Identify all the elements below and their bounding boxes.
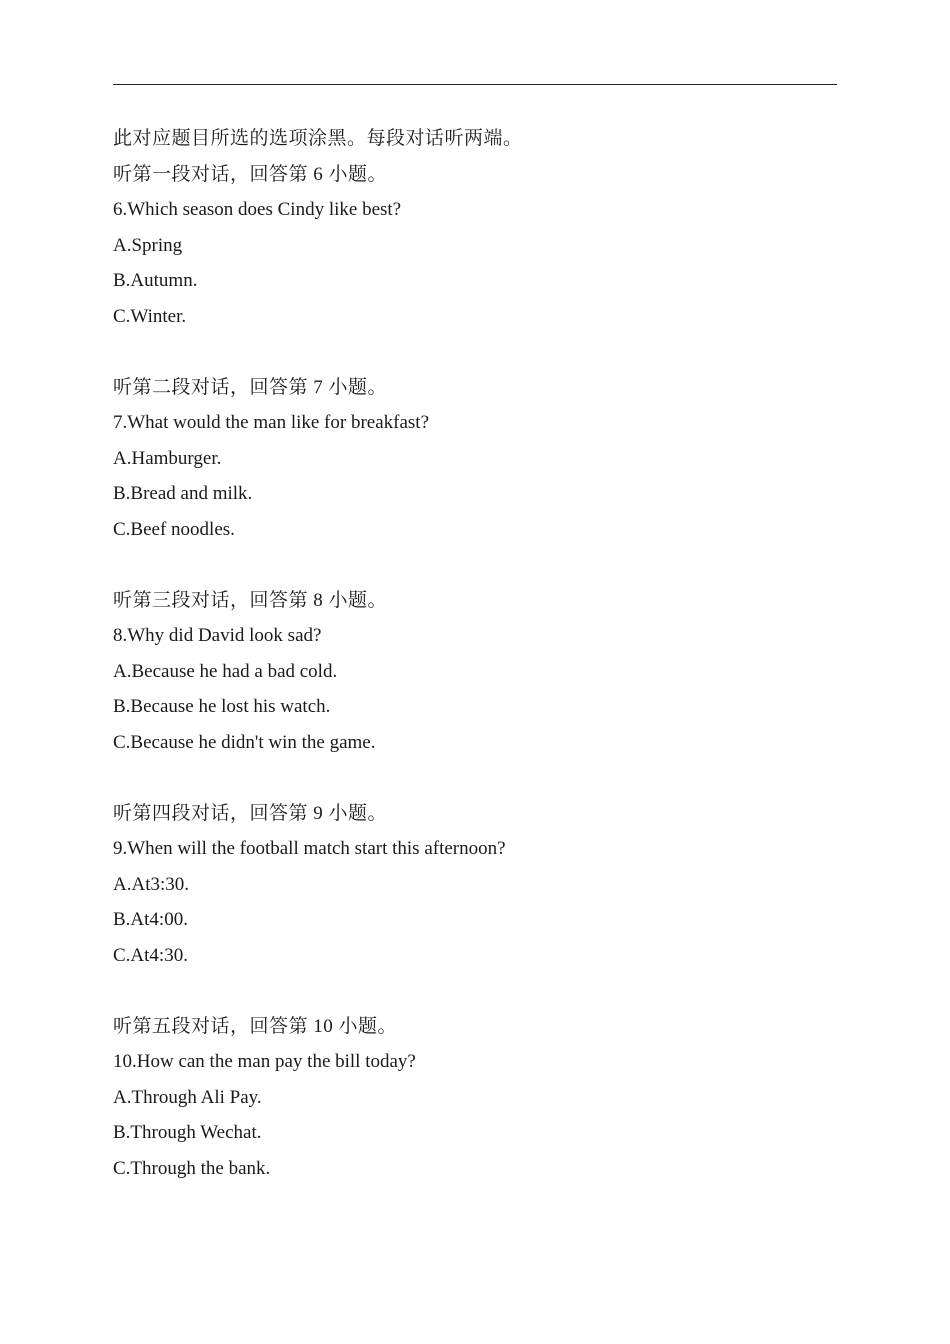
section-spacer — [113, 760, 837, 796]
section-instruction: 听第五段对话，回答第 10 小题。 — [113, 1015, 398, 1037]
question-text: 9.When will the football match start this afternoon? — [113, 838, 506, 859]
option-a: A.Spring — [113, 234, 183, 256]
section-instruction: 听第一段对话，回答第 6 小题。 — [113, 163, 388, 185]
option-c: C.At4:30. — [113, 944, 188, 966]
section-1 — [113, 157, 837, 335]
section-instruction: 听第二段对话，回答第 7 小题。 — [113, 376, 388, 398]
section-4 — [113, 796, 837, 974]
section-2 — [113, 370, 837, 548]
option-b: B.Bread and milk. — [113, 483, 253, 504]
intro-text: 此对应题目所选的选项涂黑。每段对话听两端。 — [113, 128, 523, 149]
option-b: B.Because he lost his watch. — [113, 696, 331, 717]
question-text: 7.What would the man like for breakfast? — [113, 412, 430, 433]
option-a: A.Through Ali Pay. — [113, 1086, 262, 1108]
section-spacer — [113, 334, 837, 370]
section-spacer — [113, 973, 837, 1009]
listening-content — [113, 121, 837, 1186]
section-spacer — [113, 547, 837, 583]
section-5 — [113, 1009, 837, 1187]
section-3 — [113, 583, 837, 761]
option-a: A.Hamburger. — [113, 447, 222, 469]
section-instruction: 听第四段对话，回答第 9 小题。 — [113, 802, 388, 824]
option-c: C.Beef noodles. — [113, 518, 235, 540]
option-c: C.Through the bank. — [113, 1157, 271, 1179]
question-text: 6.Which season does Cindy like best? — [113, 199, 402, 220]
option-b: B.Through Wechat. — [113, 1122, 262, 1143]
document-page — [113, 0, 837, 1344]
option-c: C.Winter. — [113, 305, 187, 327]
question-text: 10.How can the man pay the bill today? — [113, 1051, 416, 1072]
option-a: A.Because he had a bad cold. — [113, 660, 338, 682]
option-c: C.Because he didn't win the game. — [113, 731, 376, 753]
section-instruction: 听第三段对话，回答第 8 小题。 — [113, 589, 388, 611]
option-b: B.At4:00. — [113, 909, 188, 930]
option-a: A.At3:30. — [113, 873, 189, 895]
question-text: 8.Why did David look sad? — [113, 625, 322, 646]
option-b: B.Autumn. — [113, 270, 198, 291]
header-rule — [113, 84, 837, 85]
